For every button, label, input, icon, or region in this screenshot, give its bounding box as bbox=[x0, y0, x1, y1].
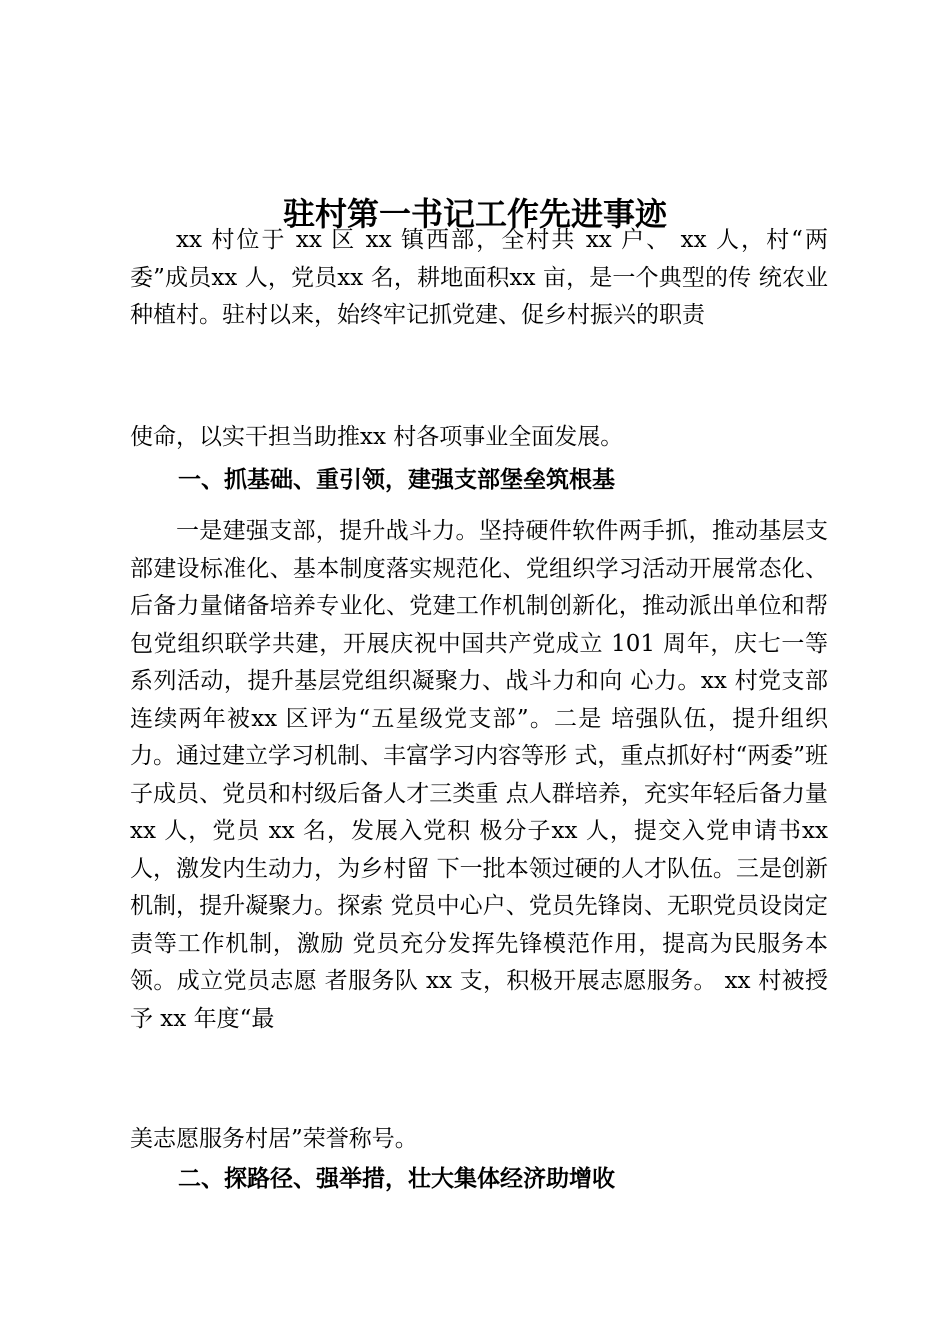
document-title: 驻村第一书记工作先进事迹 bbox=[282, 195, 667, 233]
intro-continuation: 使命，以实干担当助推xx 村各项事业全面发展。 bbox=[130, 424, 624, 450]
section-1-heading: 一、抓基础、重引领，建强支部堡垒筑根基 bbox=[178, 467, 615, 493]
section-1-continuation: 美志愿服务村居”荣誉称号。 bbox=[130, 1126, 418, 1152]
section-2-heading: 二、探路径、强举措，壮大集体经济助增收 bbox=[178, 1166, 615, 1192]
section-1-paragraph: 一是建强支部，提升战斗力。坚持硬件软件两手抓，推动基层支部建设标准化、基本制度落实规范化、党组织学习活动开展常态化、后备力量储备培养专业化、党建工作机制创新化，推动派出单位和帮包党组织联学共建，开展庆祝中国共产党成立 101 周年，庆七一等系列活动，提升基层党组织凝聚力、战斗力和向 心力。xx 村党支部连续两年被xx 区评为“五星级党支部”。二是 培强队伍，提升组织力。通过建立学习机制、丰富学习内容等形 式，重点抓好村“两委”班子成员、党员和村级后备人才三类重 点人群培养，充实年轻后备力量xx 人，党员 xx 名，发展入党积 极分子xx 人，提交入党申请书xx 人，激发内生动力，为乡村留 下一批本领过硬的人才队伍。三是创新机制，提升凝聚力。探索 党员中心户、党员先锋岗、无职党员设岗定责等工作机制，激励 党员充分发挥先锋模范作用，提高为民服务本领。成立党员志愿 者服务队 xx 支，积极开展志愿服务。 xx 村被授予 xx 年度“最 bbox=[130, 518, 828, 1032]
intro-paragraph: xx 村位于 xx 区 xx 镇西部，全村共 xx 户、 xx 人，村“两 委”成员xx 人，党员xx 名，耕地面积xx 亩，是一个典型的传 统农业种植村。驻村以来，始终牢记抓党建、促乡村振兴的职责 bbox=[130, 227, 828, 328]
